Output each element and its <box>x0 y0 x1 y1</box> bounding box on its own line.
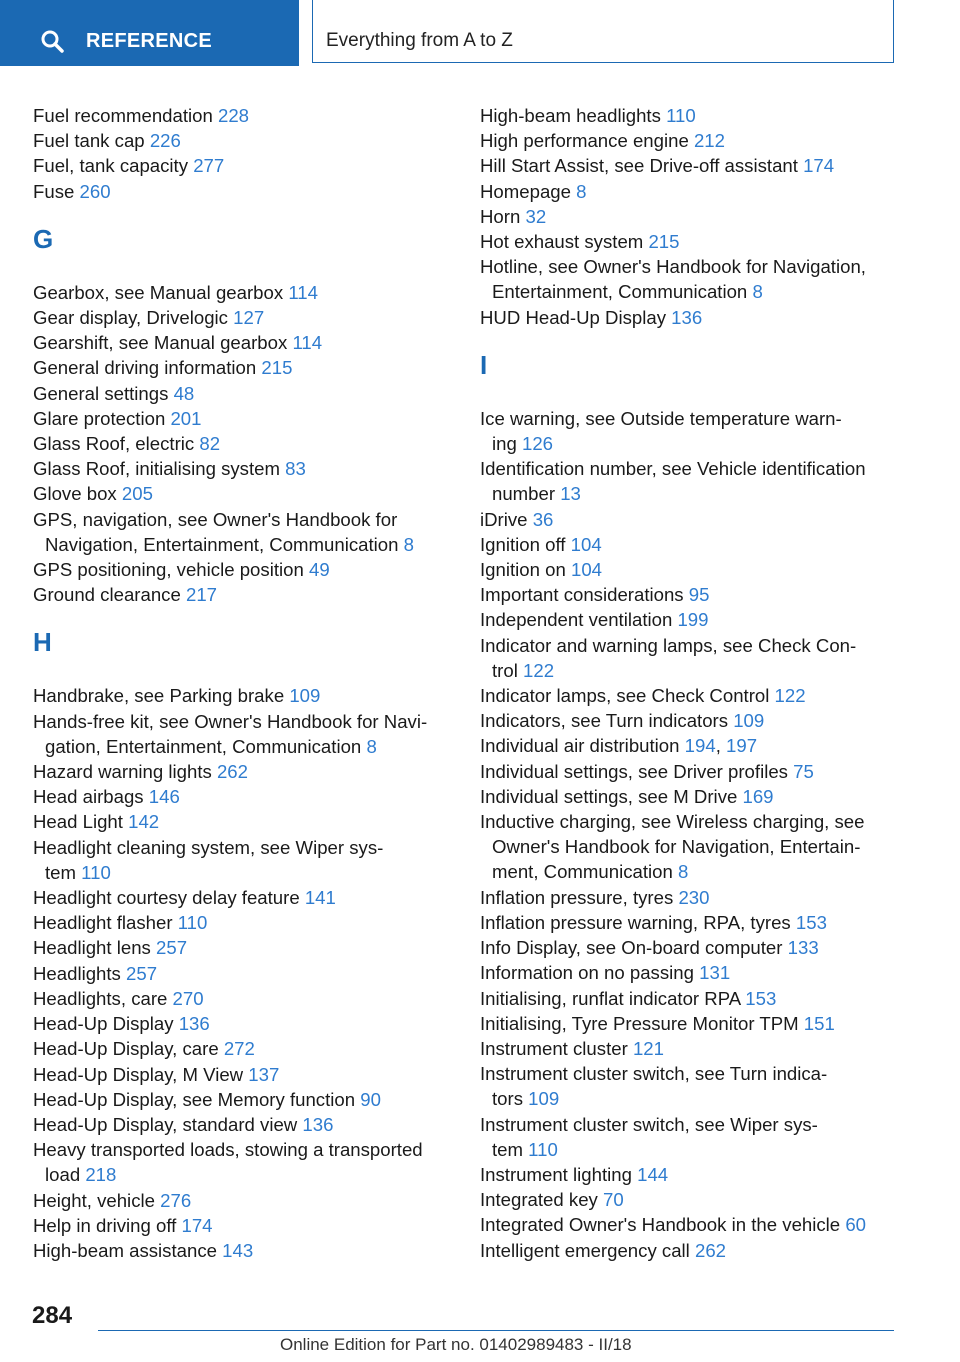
page-reference-link[interactable]: 13 <box>560 483 581 505</box>
index-entry-text: Information on no passing <box>480 962 694 984</box>
page-reference-link[interactable]: 276 <box>160 1189 192 1211</box>
index-entry <box>480 885 890 910</box>
index-entry-text: Height, vehicle <box>33 1189 155 1211</box>
index-entry <box>33 381 453 406</box>
index-entry <box>33 355 453 380</box>
index-entry <box>33 582 453 607</box>
index-entry <box>33 1036 453 1061</box>
index-entry-text: Inductive charging, see Wireless charging, see <box>480 811 865 833</box>
index-entry-text: Glass Roof, initialising system <box>33 458 280 480</box>
index-entry <box>480 986 890 1011</box>
index-entry <box>33 330 453 355</box>
page-reference-link[interactable]: 262 <box>694 1239 727 1261</box>
index-entry-text: Hands-free kit, see Owner's Handbook for Navi- <box>33 710 428 732</box>
index-entry <box>480 532 890 557</box>
index-entry-text: Hill Start Assist, see Drive-off assistant <box>480 155 798 177</box>
index-entry-text: Entertainment, Communication <box>492 281 748 303</box>
page-reference-link[interactable]: 36 <box>532 508 554 530</box>
index-letter-heading: H <box>33 627 52 658</box>
page-reference-link[interactable]: 194 <box>684 735 716 757</box>
index-entry-text: tem <box>492 1138 523 1160</box>
page-reference-link[interactable]: 8 <box>366 735 377 757</box>
index-entry-text: Heavy transported loads, stowing a transported <box>33 1139 423 1161</box>
page-reference-link[interactable]: 8 <box>403 533 414 555</box>
page-reference-link[interactable]: 230 <box>678 886 710 908</box>
section-title: Everything from A to Z <box>326 30 513 51</box>
index-entry <box>480 784 890 809</box>
page-reference-link[interactable]: 90 <box>360 1088 381 1110</box>
index-entry <box>33 456 453 481</box>
page-reference-link[interactable]: 137 <box>248 1063 280 1085</box>
index-entry-text: Ignition off <box>480 533 566 555</box>
index-entry-text: Identification number, see Vehicle identification <box>480 458 866 480</box>
index-entry-text: GPS, navigation, see Owner's Handbook for <box>33 508 398 530</box>
index-entry <box>480 128 890 153</box>
index-entry-text: Initialising, runflat indicator RPA <box>480 987 741 1009</box>
index-entry <box>480 254 890 304</box>
page-reference-link[interactable]: 110 <box>666 105 696 126</box>
reference-tab[interactable] <box>0 0 299 66</box>
index-entry-text: Head-Up Display, see Memory function <box>33 1088 356 1110</box>
page-reference-link[interactable]: 104 <box>570 559 603 581</box>
index-entry-text: Glass Roof, electric <box>33 433 195 455</box>
footer-divider <box>98 1330 894 1331</box>
index-entry-text: Headlights, care <box>33 987 168 1009</box>
index-entry-text: Fuel, tank capacity <box>33 155 189 177</box>
page-reference-link[interactable]: 70 <box>603 1189 624 1211</box>
index-entry <box>33 557 453 582</box>
index-entry-text: Headlight lens <box>33 937 151 959</box>
index-entry-text: Headlights <box>33 962 121 984</box>
index-entry <box>33 1062 453 1087</box>
page-reference-link[interactable]: 131 <box>699 962 731 984</box>
index-entry <box>480 557 890 582</box>
index-entry <box>33 759 453 784</box>
index-entry <box>33 406 453 431</box>
index-entry <box>33 784 453 809</box>
index-entry <box>480 179 890 204</box>
page-reference-link[interactable]: 114 <box>292 332 323 354</box>
page-reference-link[interactable]: 226 <box>149 130 181 152</box>
index-entry <box>480 582 890 607</box>
page-header <box>0 0 960 66</box>
index-entry-text: Head-Up Display, standard view <box>33 1113 298 1135</box>
index-entry <box>480 204 890 229</box>
page-reference-link[interactable]: 75 <box>793 760 814 782</box>
index-entry-text: Ground clearance <box>33 584 181 606</box>
page-reference-link[interactable]: 8 <box>752 281 763 303</box>
index-entry-text: Head-Up Display, M View <box>33 1063 244 1085</box>
index-entry <box>480 1238 890 1263</box>
index-entry-text: High performance engine <box>480 130 689 152</box>
index-entry-text: ment, Communication <box>492 861 673 883</box>
reference-tab-label: REFERENCE <box>86 30 213 52</box>
index-entry-text: Ignition on <box>480 559 566 581</box>
page-reference-link[interactable]: 122 <box>523 659 555 681</box>
index-entry <box>33 935 453 960</box>
index-entry-text: Hotline, see Owner's Handbook for Navigation, <box>480 256 866 278</box>
index-entry <box>480 1036 890 1061</box>
page-reference-link[interactable]: 8 <box>576 180 587 202</box>
page-reference-link[interactable]: 201 <box>170 407 202 429</box>
index-entry <box>480 229 890 254</box>
index-entry-text: Headlight cleaning system, see Wiper sys- <box>33 836 384 858</box>
page-reference-link[interactable]: 257 <box>156 937 188 959</box>
index-entry-text: Help in driving off <box>33 1214 177 1236</box>
page-reference-link[interactable]: 122 <box>774 685 806 707</box>
index-entry-text: Individual settings, see Driver profiles <box>480 760 788 782</box>
page-reference-link[interactable]: 60 <box>845 1214 867 1236</box>
index-entry-text: Head-Up Display, care <box>33 1038 219 1060</box>
index-entry-text: Indicator and warning lamps, see Check Con- <box>480 634 857 656</box>
index-entry-text: Glare protection <box>33 407 166 429</box>
index-entry <box>33 885 453 910</box>
index-entry-text: Headlight flasher <box>33 912 173 934</box>
page-reference-link[interactable]: 205 <box>121 483 153 505</box>
page-reference-link[interactable]: 136 <box>178 1013 210 1035</box>
index-entry-text: Instrument cluster switch, see Wiper sys- <box>480 1113 818 1135</box>
page-reference-link[interactable]: 144 <box>637 1163 669 1185</box>
page-reference-link[interactable]: 136 <box>671 306 703 328</box>
page-reference-link[interactable]: 8 <box>678 861 689 883</box>
page-reference-link[interactable]: 174 <box>803 155 835 177</box>
page-reference-link[interactable]: 218 <box>85 1164 117 1186</box>
index-entry <box>33 809 453 834</box>
index-entry <box>33 1137 453 1187</box>
index-entry-text: ing <box>492 433 517 455</box>
index-entry: Individual air distribution 194, 197 <box>480 735 758 757</box>
index-entry <box>33 1238 453 1263</box>
index-entry-text: Independent ventilation <box>480 609 673 631</box>
index-entry <box>480 809 890 885</box>
index-entry <box>480 633 890 683</box>
page-reference-link[interactable]: 215 <box>648 231 680 253</box>
index-entry-text: tem <box>45 861 76 883</box>
index-entry-text: Instrument lighting <box>480 1163 632 1185</box>
index-entry-text: Individual settings, see M Drive <box>480 785 738 807</box>
index-letter-heading: I <box>480 349 488 380</box>
page-reference-link[interactable]: 174 <box>181 1214 213 1236</box>
index-entry-text: Instrument cluster switch, see Turn indica- <box>480 1063 828 1085</box>
index-entry-text: Indicator lamps, see Check Control <box>480 685 770 707</box>
index-entry <box>33 153 453 178</box>
page-reference-link[interactable]: 110 <box>81 861 111 883</box>
index-entry-text: Gearshift, see Manual gearbox <box>33 332 288 354</box>
page-reference-link[interactable]: 109 <box>733 710 765 732</box>
index-entry-text: Inflation pressure, tyres <box>480 886 674 908</box>
index-entry-text: Head Light <box>33 811 123 833</box>
index-entry <box>480 103 890 128</box>
page-reference-link[interactable]: 217 <box>185 584 218 606</box>
index-entry-text: Gearbox, see Manual gearbox <box>33 281 284 303</box>
index-entry <box>480 1162 890 1187</box>
index-entry-text: Navigation, Entertainment, Communication <box>45 533 399 555</box>
page-reference-link[interactable]: 141 <box>304 887 336 909</box>
index-entry-text: Integrated key <box>480 1189 598 1211</box>
index-letter-heading: G <box>33 223 54 254</box>
page-reference-link[interactable]: 143 <box>222 1239 254 1261</box>
index-entry <box>480 910 890 935</box>
page-reference-link[interactable]: 48 <box>173 382 195 404</box>
index-entry-text: load <box>45 1164 81 1186</box>
index-entry-text: Integrated Owner's Handbook in the vehicle <box>480 1214 841 1236</box>
index-entry <box>480 607 890 632</box>
index-entry <box>33 1213 453 1238</box>
index-column-right <box>480 103 890 1263</box>
section-title-box <box>312 0 894 63</box>
index-entry <box>480 507 890 532</box>
page-reference-link[interactable]: 109 <box>528 1088 560 1110</box>
page-reference-link[interactable]: 260 <box>79 180 111 202</box>
page-reference-link[interactable]: 133 <box>787 937 819 959</box>
index-entry-text: Owner's Handbook for Navigation, Entertain- <box>492 836 861 858</box>
page-reference-link[interactable]: 215 <box>261 357 293 379</box>
index-entry-text: Horn <box>480 205 521 227</box>
index-entry-text: Hot exhaust system <box>480 231 644 253</box>
index-entry <box>480 759 890 784</box>
index-entry-text: HUD Head-Up Display <box>480 306 666 328</box>
index-entry <box>33 305 453 330</box>
index-entry <box>480 1212 890 1237</box>
page-reference-link[interactable]: 272 <box>223 1038 255 1060</box>
page-reference-link[interactable]: 83 <box>285 458 306 480</box>
page-number: 284 <box>32 1302 73 1329</box>
index-entry <box>33 1011 453 1036</box>
page-reference-link[interactable]: 228 <box>218 105 250 126</box>
index-entry-text: Fuel tank cap <box>33 130 145 152</box>
index-entry-text: tors <box>492 1088 523 1110</box>
page-reference-link[interactable]: 212 <box>693 130 725 152</box>
page-reference-link[interactable]: 127 <box>233 307 265 329</box>
index-entry <box>480 935 890 960</box>
page-reference-link[interactable]: 169 <box>742 785 774 807</box>
index-entry-text: iDrive <box>480 508 528 530</box>
page-reference-link[interactable]: 82 <box>199 433 221 455</box>
index-entry <box>33 1112 453 1137</box>
page-reference-link[interactable]: 136 <box>302 1113 334 1135</box>
index-entry-text: Homepage <box>480 180 571 202</box>
page-reference-link[interactable]: 270 <box>172 987 204 1009</box>
index-entry-text: Individual air distribution <box>480 735 680 757</box>
index-entry <box>33 507 453 557</box>
index-entry <box>33 481 453 506</box>
index-entry-text: Head-Up Display <box>33 1013 174 1035</box>
index-entry <box>33 986 453 1011</box>
index-entry <box>33 961 453 986</box>
index-entry-text: Headlight courtesy delay feature <box>33 887 300 909</box>
index-entry <box>480 305 890 330</box>
index-entry <box>33 835 453 885</box>
page-reference-link[interactable]: 277 <box>193 155 225 177</box>
index-entry <box>33 709 453 759</box>
index-entry <box>480 1011 890 1036</box>
index-entry <box>480 960 890 985</box>
index-entry <box>480 153 890 178</box>
search-icon <box>40 29 64 53</box>
page-reference-link[interactable]: 126 <box>522 433 554 455</box>
page-reference-link[interactable]: 151 <box>803 1012 835 1034</box>
page-reference-link[interactable]: 153 <box>795 911 827 933</box>
index-entry <box>33 431 453 456</box>
index-entry-text: High-beam headlights <box>480 105 661 126</box>
page-reference-link[interactable]: 197 <box>726 735 758 757</box>
page-reference-link[interactable]: 110 <box>528 1138 558 1160</box>
index-entry <box>33 128 453 153</box>
index-entry-text: Hazard warning lights <box>33 761 212 783</box>
index-entry <box>480 456 890 506</box>
page-reference-link[interactable]: 110 <box>177 912 208 934</box>
index-entry-text: Ice warning, see Outside temperature warn- <box>480 407 842 429</box>
page-reference-link[interactable]: 109 <box>289 685 321 707</box>
index-entry <box>33 683 453 708</box>
page-reference-link[interactable]: 32 <box>525 205 547 227</box>
index-entry <box>33 1188 453 1213</box>
page-reference-link[interactable]: 104 <box>570 533 602 555</box>
index-entry-text: gation, Entertainment, Communication <box>45 735 362 757</box>
index-entry <box>480 1112 890 1162</box>
index-entry-text: Info Display, see On-board computer <box>480 937 783 959</box>
index-entry <box>33 280 453 305</box>
index-entry-text: Indicators, see Turn indicators <box>480 710 729 732</box>
page-reference-link[interactable]: 153 <box>745 987 777 1009</box>
index-entry-text: General driving information <box>33 357 257 379</box>
index-entry <box>33 179 453 204</box>
page-reference-link[interactable]: 199 <box>677 609 709 631</box>
page-reference-link[interactable]: 49 <box>308 559 330 581</box>
index-entry-text: trol <box>492 659 518 681</box>
index-entry-text: Gear display, Drivelogic <box>33 307 228 329</box>
index-entry-text: Initialising, Tyre Pressure Monitor TPM <box>480 1012 799 1034</box>
index-entry-text: Instrument cluster <box>480 1037 628 1059</box>
index-entry <box>480 683 890 708</box>
index-entry-text: Important considerations <box>480 584 684 606</box>
index-column-left <box>33 103 453 1263</box>
index-entry-text: Fuel recommendation <box>33 105 213 126</box>
page-reference-link[interactable]: 262 <box>216 761 248 783</box>
index-entry-text: High-beam assistance <box>33 1239 217 1261</box>
index-entry <box>480 708 890 733</box>
index-entry <box>33 1087 453 1112</box>
index-entry-text: Intelligent emergency call <box>480 1239 690 1261</box>
page-reference-link[interactable]: 257 <box>126 962 158 984</box>
index-entry <box>480 1187 890 1212</box>
index-entry-text: Inflation pressure warning, RPA, tyres <box>480 911 791 933</box>
page-reference-link[interactable]: 121 <box>632 1037 664 1059</box>
page-reference-link[interactable]: 95 <box>688 584 710 606</box>
page-reference-link[interactable]: 114 <box>288 281 318 303</box>
index-entry <box>33 103 453 128</box>
index-entry <box>480 1061 890 1111</box>
index-entry <box>480 406 890 456</box>
index-entry-text: Handbrake, see Parking brake <box>33 685 285 707</box>
index-entry-text: Glove box <box>33 483 117 505</box>
index-entry-text: Fuse <box>33 180 75 202</box>
index-entry-text: number <box>492 483 556 505</box>
page-reference-link[interactable]: 146 <box>148 786 180 808</box>
index-entry-text: GPS positioning, vehicle position <box>33 559 304 581</box>
edition-note: Online Edition for Part no. 01402989483 - II/18 <box>280 1335 632 1354</box>
index-entry-text: Head airbags <box>33 786 144 808</box>
index-entry-text: General settings <box>33 382 169 404</box>
page-reference-link[interactable]: 142 <box>128 811 160 833</box>
index-entry <box>33 910 453 935</box>
